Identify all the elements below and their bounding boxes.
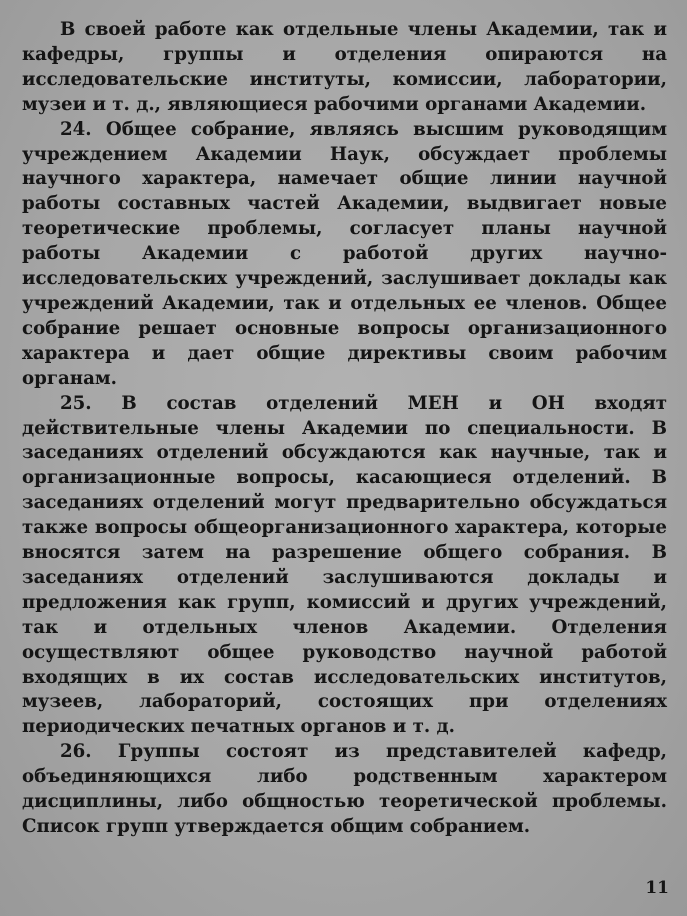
page-number: 11 xyxy=(645,878,669,898)
paragraph-24-number: 24. xyxy=(60,118,92,140)
body-text xyxy=(22,18,667,840)
paragraph-25 xyxy=(22,392,667,741)
paragraph-intro xyxy=(22,18,667,118)
paragraph-26 xyxy=(22,740,667,840)
paragraph-24-text: Общее собрание, являясь высшим руководящим учреждением Академии Наук, обсуждает проблемы научного характера, намечает общие линии научной работы составных частей Академии, выдвигает новые теоретические проблемы, согласует планы научной работы Академии с работой других научно-исследовательских учреждений, заслушивает доклады как учреждений Академии, так и отдельных ее членов. Общее собрание решает основные вопросы организационного характера и дает общие директивы своим рабочим органам. xyxy=(22,118,667,389)
paragraph-25-number: 25. xyxy=(60,392,92,414)
paragraph-25-text: В состав отделений МЕН и ОН входят действительные члены Академии по специальности. В заседаниях отделений обсуждаются как научные, так и организационные вопросы, касающиеся отделений. В заседаниях отделений могут предварительно обсуждаться также вопросы общеорганизационного характера, которые вносятся затем на разрешение общего собрания. В заседаниях отделений заслушиваются доклады и предложения как групп, комиссий и других учреждений, так и отдельных членов Академии. Отделения осуществляют общее руководство научной работой входящих в их состав исследовательских институтов, музеев, лабораторий, состоящих при отделениях периодических печатных органов и т. д. xyxy=(22,392,667,738)
paragraph-24 xyxy=(22,118,667,392)
paragraph-26-text: Группы состоят из представителей кафедр, объединяющихся либо родственным характером дисциплины, либо общностью теоретической проблемы. Список групп утверждается общим собранием. xyxy=(22,741,667,837)
paragraph-26-number: 26. xyxy=(60,741,92,763)
paragraph-intro-text: В своей работе как отдельные члены Академии, так и кафедры, группы и отделения опираются на исследовательские институты, комиссии, лаборатории, музеи и т. д., являющиеся рабочими органами Академии. xyxy=(22,19,667,115)
